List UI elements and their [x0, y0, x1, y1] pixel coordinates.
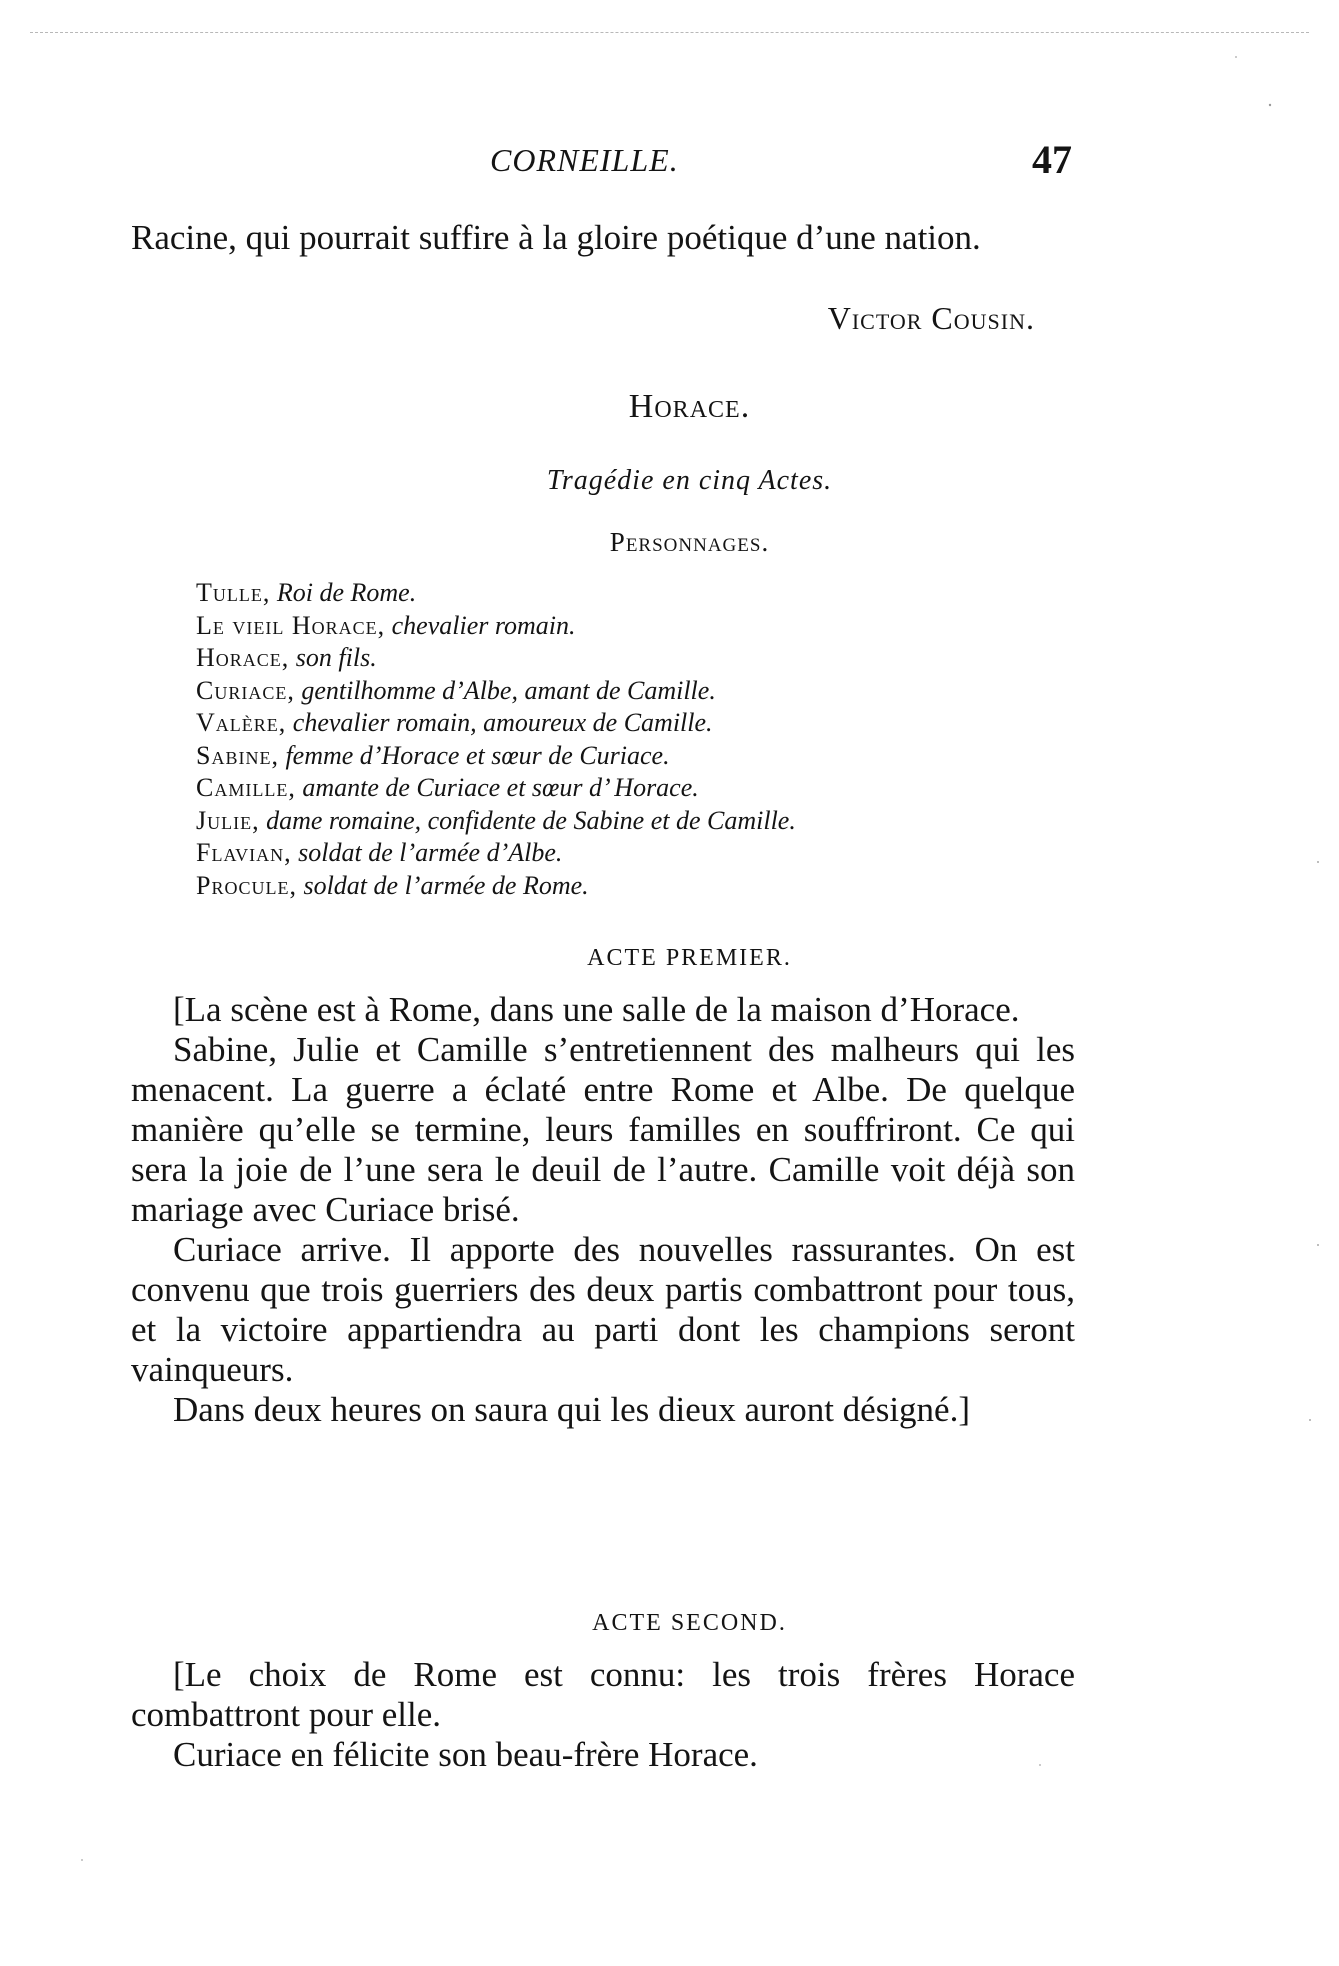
- cast-role: soldat de l’armée de Rome.: [303, 870, 589, 900]
- running-title: CORNEILLE.: [490, 142, 679, 178]
- intro-paragraph-block: [131, 218, 1075, 258]
- cast-name: Camille,: [196, 773, 296, 802]
- cast-name: Valère,: [196, 708, 287, 737]
- cast-entry: [196, 642, 1096, 675]
- page-number: 47: [1032, 137, 1072, 182]
- cast-role: chevalier romain.: [391, 610, 576, 640]
- play-title: Horace.: [628, 388, 751, 425]
- cast-name: Tulle,: [196, 578, 271, 607]
- cast-entry: [196, 707, 1096, 740]
- cast-entry: [196, 870, 1096, 903]
- act-two-paragraph: Curiace en félicite son beau-frère Horace.: [173, 1735, 758, 1774]
- cast-name: Procule,: [196, 870, 297, 900]
- play-subtitle: Tragédie en cinq Actes.: [546, 465, 833, 496]
- act-two-paragraph: [Le choix de Rome est connu: les trois frères Horace combattront pour elle.: [131, 1655, 1075, 1734]
- cast-role: chevalier romain, amoureux de Camille.: [292, 708, 713, 737]
- cast-entry: [196, 772, 1096, 805]
- top-edge-rule: [30, 32, 1309, 33]
- cast-name: Julie,: [196, 805, 260, 835]
- cast-entry: [196, 577, 1096, 610]
- cast-entry: [196, 675, 1096, 708]
- act-one-text: [131, 990, 1075, 1430]
- author-signature: Victor Cousin.: [827, 300, 1035, 336]
- cast-role: soldat de l’armée d’Albe.: [298, 838, 563, 867]
- act-one-paragraph: Dans deux heures on saura qui les dieux auront désigné.]: [173, 1390, 971, 1429]
- act-one-paragraph: Sabine, Julie et Camille s’entretiennent des malheurs qui les menacent. La guerre a éclaté entre Rome et Albe. De quelque manière qu’elle se termine, leurs familles en souffriront. Ce qui sera la joie de l’une sera le deuil de l’autre. Camille voit déjà son mariage avec Curiace brisé.: [131, 1030, 1075, 1229]
- cast-entry: [196, 610, 1096, 643]
- cast-entry: [196, 805, 1096, 838]
- act-one-paragraph: Curiace arrive. Il apporte des nouvelles rassurantes. On est convenu que trois guerriers des deux partis combattront pour tous, et la victoire appartiendra au parti dont les champions seront vainqueurs.: [131, 1230, 1075, 1389]
- personnages-heading: Personnages.: [609, 527, 770, 557]
- cast-role: dame romaine, confidente de Sabine et de Camille.: [266, 805, 796, 835]
- cast-entry: [196, 740, 1096, 773]
- act-one-paragraph: [La scène est à Rome, dans une salle de la maison d’Horace.: [173, 990, 1020, 1029]
- cast-name: Le vieil Horace,: [196, 610, 386, 640]
- cast-name: Flavian,: [196, 838, 292, 867]
- cast-role: gentilhomme d’Albe, amant de Camille.: [301, 675, 716, 705]
- cast-name: Sabine,: [196, 740, 279, 770]
- act-two-text: [131, 1655, 1075, 1775]
- intro-paragraph: Racine, qui pourrait suffire à la gloire poétique d’une nation.: [131, 218, 981, 257]
- cast-name: Curiace,: [196, 675, 295, 705]
- act-two-heading: ACTE SECOND.: [592, 1610, 787, 1636]
- cast-role: son fils.: [295, 643, 377, 672]
- cast-name: Horace,: [196, 643, 290, 672]
- cast-role: amante de Curiace et sœur d’ Horace.: [302, 773, 699, 802]
- cast-entry: [196, 837, 1096, 870]
- page-header: [0, 136, 1339, 186]
- cast-role: femme d’Horace et sœur de Curiace.: [285, 740, 670, 770]
- act-one-heading: ACTE PREMIER.: [587, 945, 792, 971]
- cast-role: Roi de Rome.: [276, 578, 417, 607]
- cast-list: [196, 577, 1096, 902]
